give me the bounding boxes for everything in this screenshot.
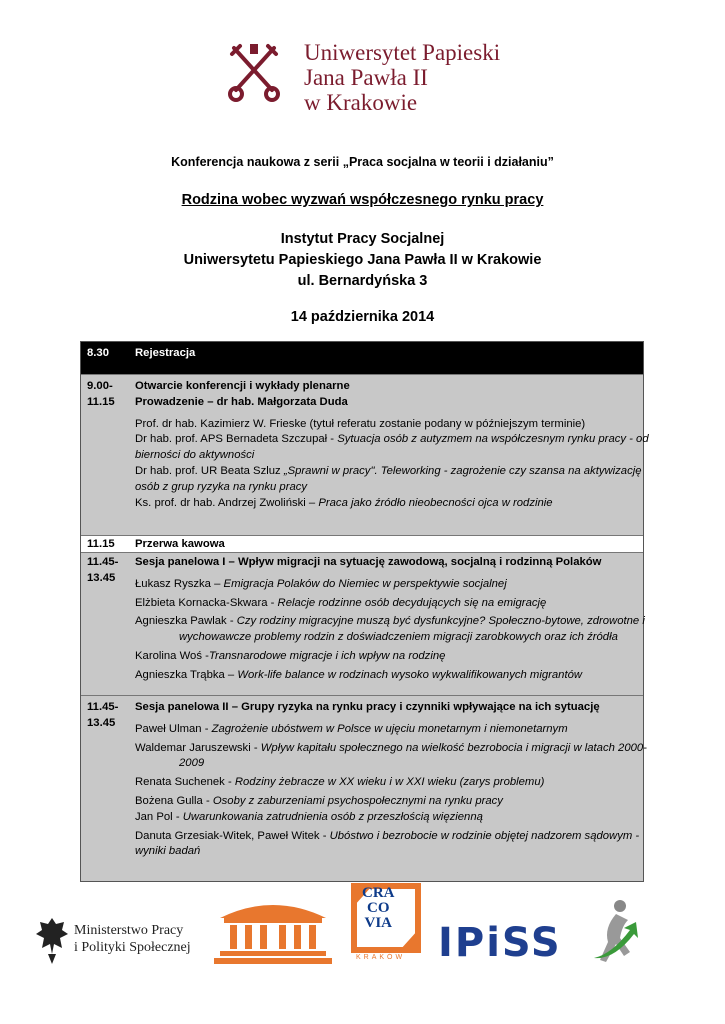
list-item: Ks. prof. dr hab. Andrzej Zwoliński – Praca jako źródło nieobecności ojca w rodzinie [135, 496, 553, 509]
program-table [80, 341, 649, 882]
conference-series: Konferencja naukowa z serii „Praca socjalna w teorii i działaniu” [171, 155, 554, 169]
list-item: Agnieszka Pawlak - Czy rodziny migracyjne muszą być dysfunkcyjne? Społeczno-bytowe, zdrowotne i [135, 615, 645, 628]
list-item: Łukasz Ryszka – Emigracja Polaków do Niemiec w perspektywie socjalnej [135, 577, 507, 590]
runner-icon [590, 898, 640, 968]
list-item: Danuta Grzesiak-Witek, Paweł Witek - Ubóstwo i bezrobocie w rodzinie objętej nadzorem sądowym - [135, 829, 640, 842]
table-row-registration: 8.30 Rejestracja [81, 342, 643, 375]
session-heading: Otwarcie konferencji i wykłady plenarne [135, 380, 350, 392]
ministry-logo: Ministerstwo Pracy i Polityki Społecznej [34, 912, 204, 970]
runner-logo [590, 898, 640, 968]
venue-address: Instytut Pracy Socjalnej Uniwersytetu Papieskiego Jana Pawła II w Krakowie ul. Bernardyńska 3 [183, 231, 542, 289]
list-item: Paweł Ulman - Zagrożenie ubóstwem w Polsce w ujęciu monetarnym i niemonetarnym [135, 722, 568, 735]
table-row-panel-1: 11.45- 13.45 Sesja panelowa I – Wpływ migracji na sytuację zawodową, socjalną i rodzinną Polaków Łukasz Ryszka – Emigracja Polaków do Niemiec w perspektywie socjalnej Elżbieta Kornacka-Skwara - Relacje rodzinne osób decydujących się na emigrację Agnieszka Pawlak - Czy rodziny migracyjne muszą być dysfunkcyjne? Społeczno-bytowe, zdrowotne i wychowawcze problemy rodzin z doświadczeniem migracji zarobkowych oraz ich źródła Karolina Woś -Transnarodowe migracje i ich wpływ na rodzinę Agnieszka Trąbka – Work-life balance w rodzinach wysoko wykwalifikowanych migrantów [81, 553, 643, 696]
temple-logo [210, 896, 336, 966]
ipiss-logo: IPiSS [438, 920, 562, 966]
temple-icon [210, 896, 336, 966]
list-item: Karolina Woś -Transnarodowe migracje i ich wpływ na rodzinę [135, 649, 446, 662]
list-item: Agnieszka Trąbka – Work-life balance w rodzinach wysoko wykwalifikowanych migrantów [135, 668, 583, 681]
session-heading: Sesja panelowa II – Grupy ryzyka na rynku pracy i czynniki wpływające na ich sytuację [135, 701, 600, 713]
conference-date: 14 października 2014 [290, 309, 435, 325]
list-item: Jan Pol - Uwarunkowania zatrudnienia osób z przeszłością więzienną [135, 810, 483, 823]
university-name: Uniwersytet Papieski Jana Pawła II w Krakowie [304, 40, 501, 115]
list-item: Renata Suchenek - Rodziny żebracze w XX wieku i w XXI wieku (zarys problemu) [135, 776, 545, 789]
eagle-emblem-icon [34, 914, 70, 970]
table-row-opening: 9.00- 11.15 Otwarcie konferencji i wykłady plenarne Prowadzenie – dr hab. Małgorzata Duda Prof. dr hab. Kazimierz W. Frieske (tytuł referatu zostanie podany w późniejszym terminie) Dr hab. prof. APS Bernadeta Szczupał - Sytuacja osób z autyzmem na współczesnym rynku pracy - od bierności do aktywności Dr hab. prof. UR Beata Szluz „Sprawni w pracy". Teleworking - zagrożenie czy szansa na aktywizację osób z grup ryzyka na rynku pracy Ks. prof. dr hab. Andrzej Zwoliński – Praca jako źródło nieobecności ojca w rodzinie [81, 375, 643, 536]
list-item: Prof. dr hab. Kazimierz W. Frieske (tytuł referatu zostanie podany w późniejszym terminie) [135, 417, 586, 430]
list-item: Elżbieta Kornacka-Skwara - Relacje rodzinne osób decydujących się na emigrację [135, 596, 547, 609]
cracovia-logo: CRA CO VIA KRAKÓW [348, 880, 424, 966]
conference-title: Rodzina wobec wyzwań współczesnego rynku pracy [181, 192, 544, 208]
university-logo [226, 40, 516, 115]
list-item: Dr hab. prof. UR Beata Szluz „Sprawni w pracy". Teleworking - zagrożenie czy szansa na aktywizację [135, 464, 642, 477]
list-item: Dr hab. prof. APS Bernadeta Szczupał - Sytuacja osób z autyzmem na współczesnym rynku pracy - od [135, 433, 649, 446]
list-item: Waldemar Jaruszewski - Wpływ kapitału społecznego na wielkość bezrobocia i migracji w latach 2000- [135, 741, 647, 754]
session-chair: Prowadzenie – dr hab. Małgorzata Duda [135, 395, 348, 408]
crossed-keys-icon [226, 40, 282, 106]
table-row-panel-2: 11.45- 13.45 Sesja panelowa II – Grupy ryzyka na rynku pracy i czynniki wpływające na ich sytuację Paweł Ulman - Zagrożenie ubóstwem w Polsce w ujęciu monetarnym i niemonetarnym Waldemar Jaruszewski - Wpływ kapitału społecznego na wielkość bezrobocia i migracji w latach 2000- 2009 Renata Suchenek - Rodziny żebracze w XX wieku i w XXI wieku (zarys problemu) Bożena Gulla - Osoby z zaburzeniami psychospołecznymi na rynku pracy Jan Pol - Uwarunkowania zatrudnienia osób z przeszłością więzienną Danuta Grzesiak-Witek, Paweł Witek - Ubóstwo i bezrobocie w rodzinie objętej nadzorem sądowym - wyniki badań [81, 696, 643, 881]
session-heading: Sesja panelowa I – Wpływ migracji na sytuację zawodową, socjalną i rodzinną Polaków [135, 556, 602, 568]
list-item: Bożena Gulla - Osoby z zaburzeniami psychospołecznymi na rynku pracy [135, 794, 503, 807]
table-row-break: 11.15 Przerwa kawowa [81, 536, 643, 553]
